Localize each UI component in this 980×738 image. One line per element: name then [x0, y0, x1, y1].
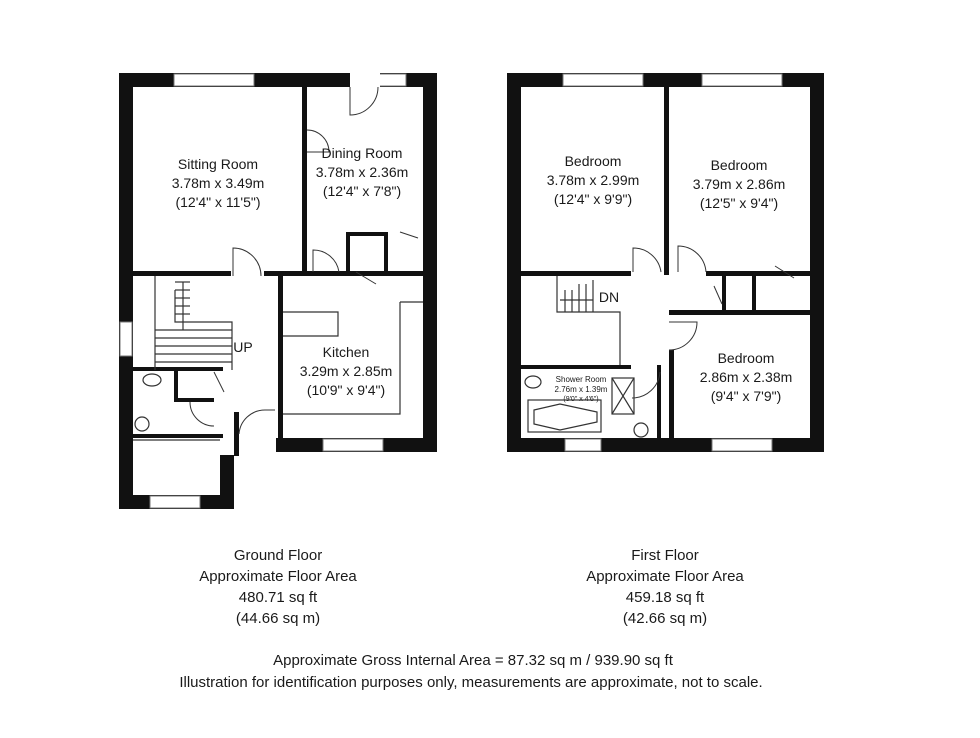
- gf-front-door-swing: [350, 87, 378, 115]
- ff-wall-left: [507, 73, 521, 452]
- ff-caption-subtitle: Approximate Floor Area: [586, 568, 744, 585]
- gf-toilet-icon: [143, 374, 161, 386]
- gf-wall-hall-kitchen: [264, 271, 423, 276]
- gf-sitting-name: Sitting Room: [177, 156, 259, 172]
- ff-wall-right: [810, 73, 824, 452]
- gf-window-sitting: [174, 74, 254, 86]
- ff-toilet-icon: [525, 376, 541, 388]
- gf-sitting-dims-ft: (12'4" x 11'5"): [175, 194, 261, 210]
- ff-caption-area-sqft: 459.18 sq ft: [625, 589, 705, 606]
- gf-caption-area-sqm: (44.66 sq m): [235, 610, 321, 627]
- gross-area-text: Approximate Gross Internal Area = 87.32 sq m / 939.90 sq ft: [273, 652, 673, 669]
- ff-door-bed3: [669, 322, 697, 350]
- ff-shower-name: Shower Room: [555, 375, 607, 384]
- gf-wall-sitting-hall: [133, 271, 231, 276]
- gf-dining-dims-m: 3.78m x 2.36m: [315, 164, 409, 180]
- ff-wall-bed3-left: [669, 350, 674, 438]
- ff-bed2-dims-m: 3.79m x 2.86m: [692, 176, 786, 192]
- first-floor-caption: [565, 545, 765, 629]
- ground-floor-caption: [178, 545, 378, 629]
- ff-wall-bed1-landing: [521, 271, 631, 276]
- ff-door-cupboard: [714, 286, 722, 304]
- gf-staircase: [155, 276, 232, 370]
- gf-door-cloak: [214, 372, 224, 392]
- gf-wall-hall-divider: [234, 412, 239, 456]
- gf-door-wc: [190, 402, 214, 426]
- ff-shower-tray-cross: [612, 378, 634, 414]
- gf-wall-right: [423, 73, 437, 452]
- ff-window-bed3: [712, 439, 772, 451]
- ff-shower-dims-m: 2.76m x 1.39m: [554, 385, 608, 394]
- gf-kitchen-name: Kitchen: [322, 344, 370, 360]
- gf-door-sitting: [233, 248, 261, 276]
- ff-wall-bed1-bed2: [664, 87, 669, 275]
- ff-bed3-name: Bedroom: [717, 350, 775, 366]
- gf-window-kitchen: [323, 439, 383, 451]
- gf-caption-title: Ground Floor: [233, 547, 323, 564]
- ground-floor-plan: [119, 73, 437, 509]
- gf-door-kitchen: [313, 250, 339, 272]
- gf-sitting-dims-m: 3.78m x 3.49m: [171, 175, 265, 191]
- ff-bed2-dims-ft: (12'5" x 9'4"): [699, 195, 779, 211]
- ff-shower-dims-ft: (9'0" x 4'6"): [563, 396, 599, 403]
- ff-wall-bed3-top: [669, 310, 810, 315]
- ff-bed1-dims-ft: (12'4" x 9'9"): [553, 191, 633, 207]
- ff-wall-cupboard-b: [752, 276, 756, 310]
- gf-dining-name: Dining Room: [321, 145, 403, 161]
- gf-wall-sitting-dining: [302, 87, 307, 275]
- gf-caption-subtitle: Approximate Floor Area: [199, 568, 357, 585]
- ff-bath-inner: [534, 404, 597, 430]
- gf-wall-wc-cupboard-b: [174, 398, 214, 402]
- ff-window-shower: [565, 439, 601, 451]
- ff-bed1-dims-m: 3.78m x 2.99m: [546, 172, 640, 188]
- gf-wall-left: [119, 73, 133, 509]
- ff-wall-cupboard-a: [722, 276, 726, 310]
- ff-bed2-name: Bedroom: [710, 157, 768, 173]
- gf-wall-wc-cupboard: [174, 371, 178, 401]
- gf-caption-area-sqft: 480.71 sq ft: [238, 589, 318, 606]
- gf-window-hall: [120, 322, 132, 356]
- ff-bed3-dims-ft: (9'4" x 7'9"): [710, 388, 782, 404]
- gf-door-cupboard-b: [400, 232, 418, 238]
- ff-stairs-label: DN: [598, 289, 620, 305]
- gf-wall-cupboard-b: [346, 232, 350, 272]
- gf-wall-porch-right: [220, 455, 234, 509]
- gf-wall-wc-top: [133, 367, 223, 371]
- ff-caption-title: First Floor: [631, 547, 699, 564]
- ff-bed3-dims-m: 2.86m x 2.38m: [699, 369, 793, 385]
- gf-wall-cupboard-a: [346, 232, 384, 236]
- gf-window-porch: [150, 496, 200, 508]
- ff-caption-area-sqm: (42.66 sq m): [622, 610, 708, 627]
- ff-window-bed2: [702, 74, 782, 86]
- ff-door-bed1: [633, 248, 661, 272]
- ff-basin-icon: [634, 423, 648, 437]
- gf-basin-icon: [135, 417, 149, 431]
- gf-wall-cupboard-c: [384, 232, 388, 272]
- ff-wall-bed2-landing: [706, 271, 810, 276]
- gf-door-porch: [239, 410, 275, 434]
- ff-wall-shower-top: [521, 365, 631, 369]
- ff-window-bed1: [563, 74, 643, 86]
- ff-door-bed2: [678, 246, 706, 272]
- gf-kitchen-dims-ft: (10'9" x 9'4"): [306, 382, 386, 398]
- gf-wall-kitchen-left: [278, 276, 283, 438]
- gf-stairs-label: UP: [233, 339, 253, 355]
- gf-kitchen-dims-m: 3.29m x 2.85m: [299, 363, 393, 379]
- ff-wall-bottom: [507, 438, 824, 452]
- ff-door-shower: [632, 372, 660, 398]
- gf-dining-dims-ft: (12'4" x 7'8"): [322, 183, 402, 199]
- ff-bed1-name: Bedroom: [564, 153, 622, 169]
- gf-wall-wc-bottom: [133, 434, 223, 438]
- disclaimer-text: Illustration for identification purposes only, measurements are approximate, not to scale.: [179, 674, 763, 691]
